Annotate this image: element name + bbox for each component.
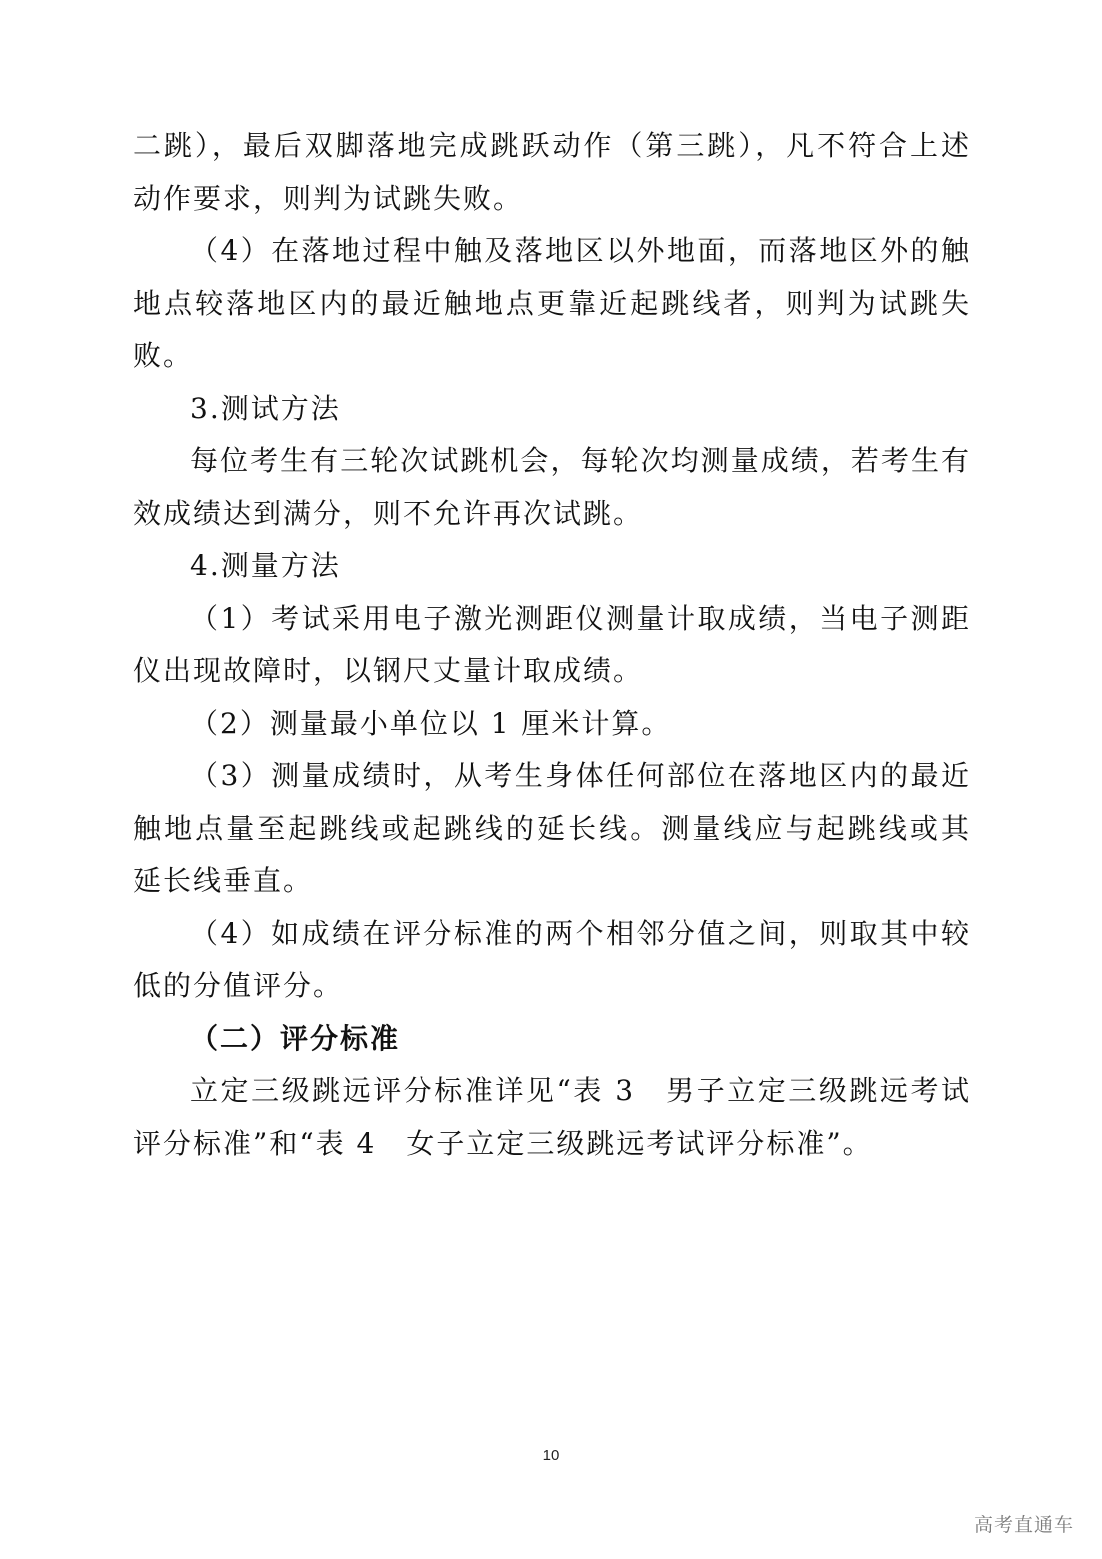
section-heading-scoring: （二）评分标准 — [190, 1021, 401, 1055]
paragraph-measure-3: （3）测量成绩时，从考生身体任何部位在落地区内的最近触地点量至起跳线或起跳线的延长线。测量线应与起跳线或其延长线垂直。 — [133, 759, 971, 897]
watermark-text: 高考直通车 — [973, 1514, 1074, 1536]
paragraph-measure-1: （1）考试采用电子激光测距仪测量计取成绩，当电子测距仪出现故障时，以钢尺丈量计取成绩。 — [133, 601, 971, 687]
paragraph-test-method: 每位考生有三轮次试跳机会，每轮次均测量成绩，若考生有效成绩达到满分，则不允许再次试跳。 — [133, 444, 971, 530]
paragraph-continuation: 二跳），最后双脚落地完成跳跃动作（第三跳），凡不符合上述动作要求，则判为试跳失败。 — [133, 129, 971, 215]
paragraph-scoring: 立定三级跳远评分标准详见“表 3 男子立定三级跳远考试评分标准”和“表 4 女子立定三级跳远考试评分标准”。 — [133, 1074, 971, 1160]
section-heading-measure-method: 4.测量方法 — [190, 549, 341, 582]
section-heading-test-method: 3.测试方法 — [190, 391, 341, 425]
paragraph-measure-2: （2）测量最小单位以 1 厘米计算。 — [190, 706, 672, 740]
paragraph-measure-4: （4）如成绩在评分标准的两个相邻分值之间，则取其中较低的分值评分。 — [133, 916, 971, 1002]
document-body — [133, 120, 971, 1170]
paragraph-rule-4: （4）在落地过程中触及落地区以外地面，而落地区外的触地点较落地区内的最近触地点更靠近起跳线者，则判为试跳失败。 — [133, 234, 971, 372]
page-number: 10 — [542, 1447, 560, 1464]
